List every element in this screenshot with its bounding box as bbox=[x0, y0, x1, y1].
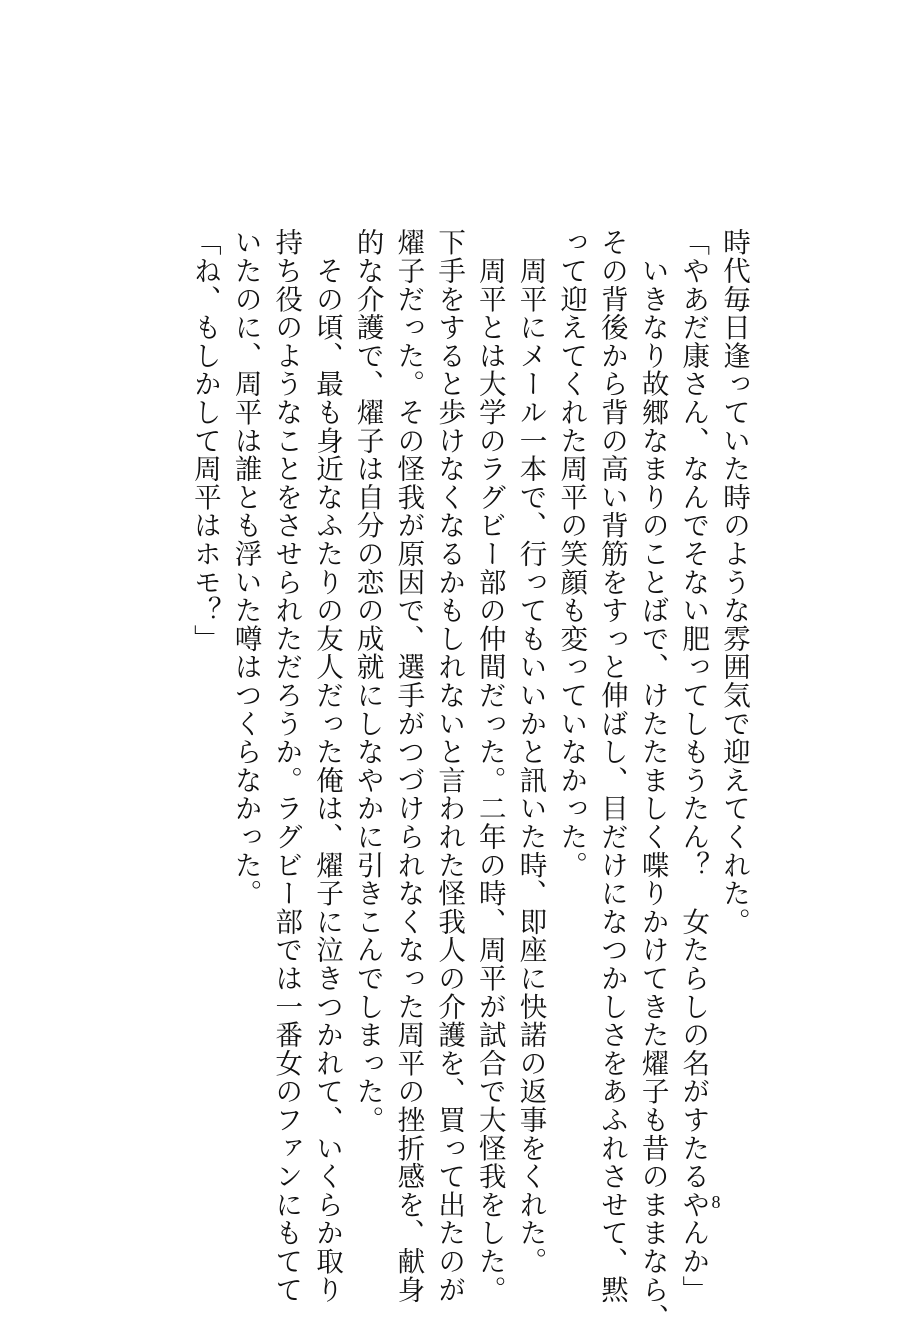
vertical-text-body bbox=[154, 228, 754, 1332]
text-line: って迎えてくれた周平の笑顔も変っていなかった。 bbox=[555, 228, 588, 879]
page-number: 8 bbox=[711, 1192, 721, 1212]
text-line: その背後から背の高い背筋をすっと伸ばし、目だけになつかしさをあふれさせて、黙 bbox=[595, 228, 628, 1304]
text-line: 「やあだ康さん、なんでそない肥ってしもうたん？ 女たらしの名がすたるやんか」 bbox=[677, 228, 710, 1304]
text-line: 周平にメール一本で、行ってもいいかと訊いた時、即座に快諾の返事をくれた。 bbox=[514, 228, 547, 1276]
text-line: 時代毎日逢っていた時のような雰囲気で迎えてくれた。 bbox=[718, 228, 750, 936]
text-line: いたのに、周平は誰とも浮いた噂はつくらなかった。 bbox=[229, 228, 262, 908]
text-line: 燿子だった。その怪我が原因で、選手がつづけられなくなった周平の挫折感を、献身 bbox=[392, 228, 425, 1304]
text-line: その頃、最も身近なふたりの友人だった俺は、燿子に泣きつかれて、いくらか取り bbox=[310, 228, 343, 1304]
text-line: 周平とは大学のラグビー部の仲間だった。二年の時、周平が試合で大怪我をした。 bbox=[473, 228, 506, 1304]
text-line: 下手をすると歩けなくなるかもしれないと言われた怪我人の介護を、買って出たのが bbox=[433, 228, 466, 1304]
text-line: 持ち役のようなことをさせられただろうか。ラグビー部では一番女のファンにもてて bbox=[270, 228, 303, 1304]
text-line: 的な介護で、燿子は自分の恋の成就にしなやかに引きこんでしまった。 bbox=[351, 228, 384, 1134]
text-line: 「ね、もしかして周平はホモ？」 bbox=[188, 228, 221, 653]
text-line: いきなり故郷なまりのことばで、けたたましく喋りかけてきた燿子も昔のままなら、 bbox=[636, 228, 669, 1332]
